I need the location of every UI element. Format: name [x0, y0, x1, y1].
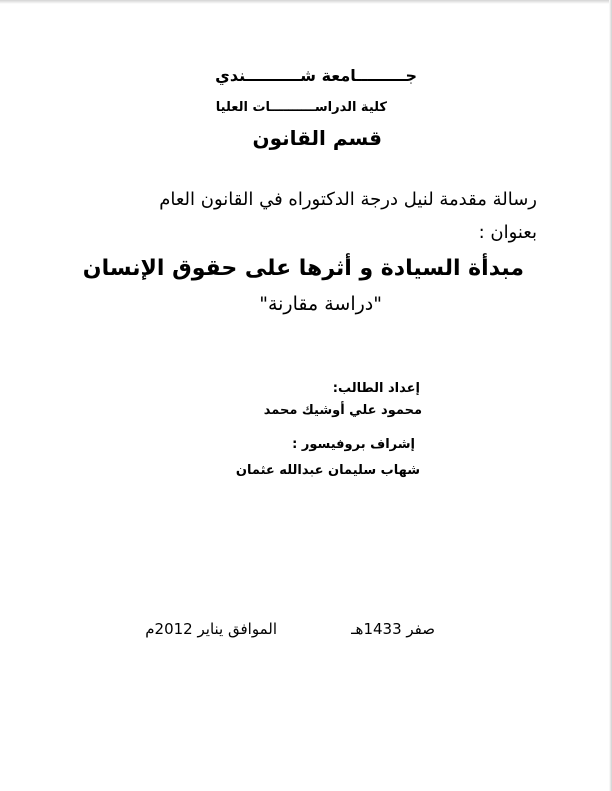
supervisor-name: شهاب سليمان عبدالله عثمان — [235, 463, 420, 478]
college-name: كلية الدراســــــــــات العليا — [215, 100, 387, 115]
prepared-by-label: إعداد الطالب: — [332, 381, 420, 396]
titled-label: بعنوان : — [478, 222, 537, 243]
department-name: قسم القانون — [252, 126, 382, 150]
date-gregorian: الموافق يناير 2012م — [145, 620, 277, 638]
thesis-title: مبدأة السيادة و أثرها على حقوق الإنسان — [82, 256, 524, 281]
thesis-statement: رسالة مقدمة لنيل درجة الدكتوراه في القانون العام — [159, 189, 537, 210]
university-name: جـــــــــامعة شــــــــــندي — [215, 66, 417, 85]
thesis-subtitle: "دراسة مقارنة" — [259, 293, 382, 315]
student-name: محمود علي أوشيك محمد — [263, 403, 422, 418]
supervision-label: إشراف بروفيسور : — [292, 437, 415, 452]
page-top-edge — [0, 0, 612, 4]
date-hijri: صفر 1433هـ — [351, 620, 435, 638]
